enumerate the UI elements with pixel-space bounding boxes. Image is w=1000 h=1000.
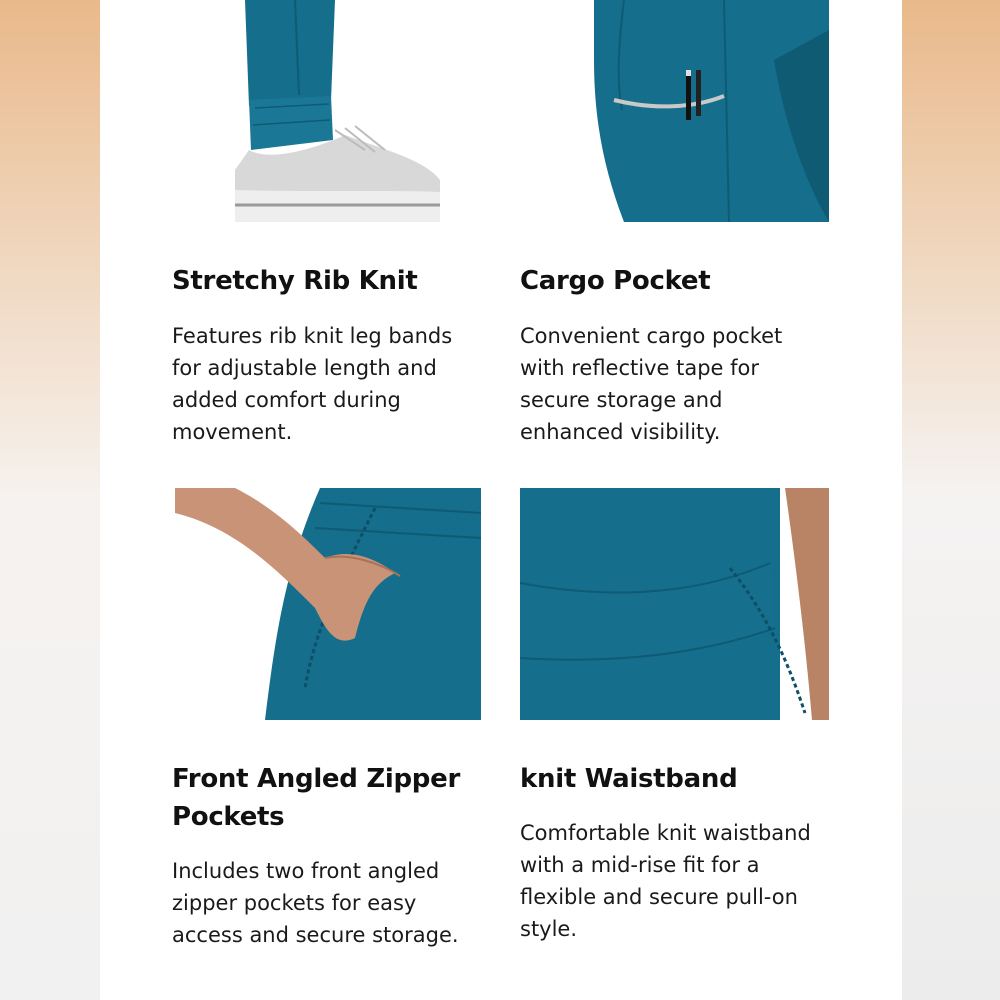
feature-title-rib-knit: Stretchy Rib Knit	[172, 266, 418, 296]
feature-title-zipper-pockets: Front Angled Zipper Pockets	[172, 764, 460, 832]
feature-description-cargo-pocket: Convenient cargo pocket with reflective tape for secure storage and enhanced visibility.	[520, 324, 783, 444]
feature-description-zipper-pockets: Includes two front angled zipper pockets for easy access and secure storage.	[172, 859, 459, 947]
rib-knit-image	[235, 0, 445, 222]
feature-title-cargo-pocket: Cargo Pocket	[520, 266, 711, 296]
feature-card	[100, 0, 902, 1000]
background-right-strip	[900, 0, 1000, 1000]
background-left-strip	[0, 0, 100, 1000]
feature-title-knit-waistband: knit Waistband	[520, 764, 738, 794]
zipper-pocket-image	[175, 488, 481, 720]
feature-description-knit-waistband: Comfortable knit waistband with a mid-rise fit for a flexible and secure pull-on style.	[520, 821, 811, 941]
cargo-pocket-image	[594, 0, 829, 222]
feature-description-rib-knit: Features rib knit leg bands for adjustable length and added comfort during movement.	[172, 324, 453, 444]
knit-waistband-image	[520, 488, 829, 720]
